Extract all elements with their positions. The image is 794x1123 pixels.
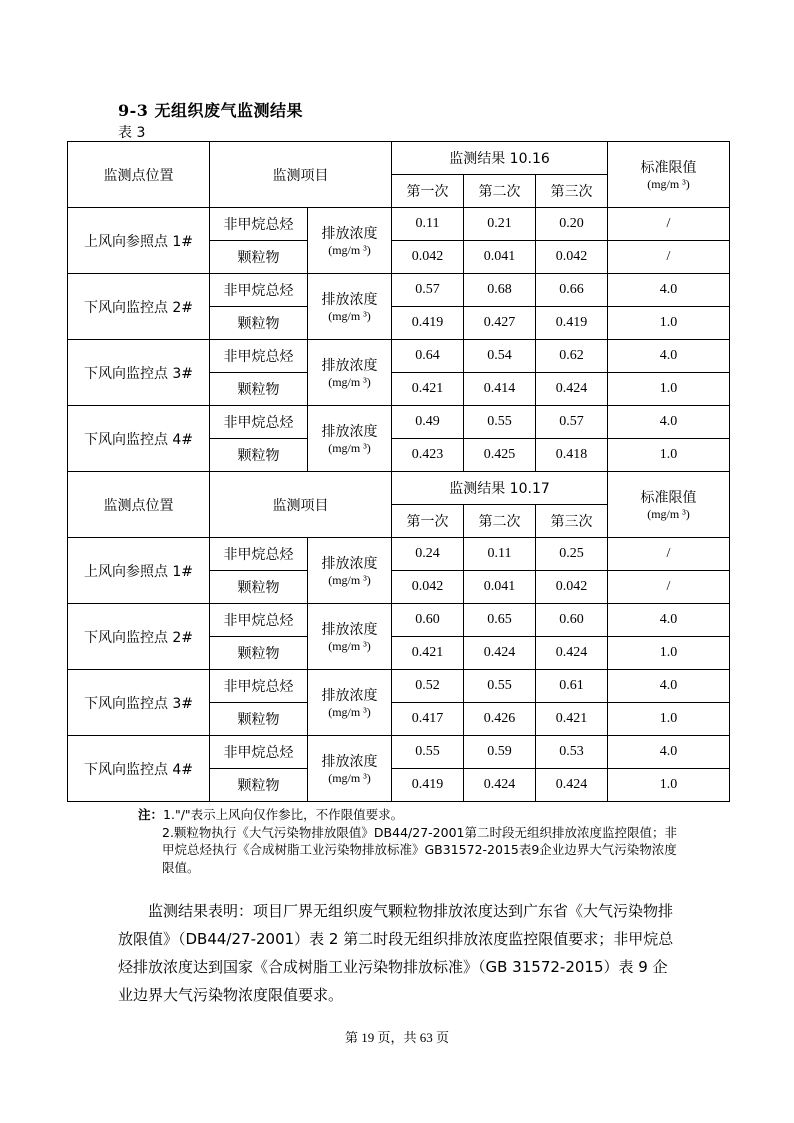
concentration-label-cell [308,670,392,736]
concentration-label-cell [308,538,392,604]
limit-value: 1.0 [608,769,730,802]
table-row [68,538,730,571]
concentration-label: 排放浓度 [321,358,378,374]
header-round: 第一次 [392,505,464,538]
pollutant-name: 非甲烷总烃 [210,340,308,373]
header-limit-unit: (mg/m ³) [647,507,690,521]
site-name: 下风向监控点 3# [68,670,210,736]
header-limit-label: 标准限值 [640,160,697,176]
site-name: 下风向监控点 4# [68,406,210,472]
header-round: 第二次 [464,175,536,208]
measured-value: 0.49 [392,406,464,439]
concentration-label: 排放浓度 [321,688,378,704]
measured-value: 0.66 [536,274,608,307]
header-round: 第三次 [536,505,608,538]
site-name: 下风向监控点 3# [68,340,210,406]
measured-value: 0.042 [392,571,464,604]
measured-value: 0.64 [392,340,464,373]
header-location: 监测点位置 [68,472,210,538]
measured-value: 0.60 [536,604,608,637]
concentration-label: 排放浓度 [321,292,378,308]
measured-value: 0.418 [536,439,608,472]
table-label: 表 3 [118,125,146,141]
measured-value: 0.55 [392,736,464,769]
concentration-unit: (mg/m ³) [328,771,371,785]
table-row [68,736,730,769]
limit-value: / [608,208,730,241]
measured-value: 0.419 [392,769,464,802]
pollutant-name: 非甲烷总烃 [210,604,308,637]
pollutant-name: 颗粒物 [210,307,308,340]
measured-value: 0.427 [464,307,536,340]
concentration-unit: (mg/m ³) [328,309,371,323]
measured-value: 0.11 [464,538,536,571]
measured-value: 0.424 [536,769,608,802]
header-limit [608,472,730,538]
header-item: 监测项目 [210,142,392,208]
concentration-label: 排放浓度 [321,622,378,638]
page-footer: 第 19 页，共 63 页 [344,1030,449,1045]
header-round: 第一次 [392,175,464,208]
header-round: 第三次 [536,175,608,208]
limit-value: 1.0 [608,637,730,670]
measured-value: 0.414 [464,373,536,406]
pollutant-name: 颗粒物 [210,241,308,274]
concentration-label-cell [308,406,392,472]
header-limit-label: 标准限值 [640,490,697,506]
limit-value: 4.0 [608,670,730,703]
limit-value: / [608,241,730,274]
pollutant-name: 颗粒物 [210,769,308,802]
table-row [68,340,730,373]
notes-label: 注： [138,807,164,822]
pollutant-name: 非甲烷总烃 [210,274,308,307]
pollutant-name: 非甲烷总烃 [210,736,308,769]
concentration-unit: (mg/m ³) [328,573,371,587]
measured-value: 0.60 [392,604,464,637]
limit-value: 1.0 [608,703,730,736]
measured-value: 0.421 [392,373,464,406]
concentration-label: 排放浓度 [321,556,378,572]
concentration-unit: (mg/m ³) [328,375,371,389]
measured-value: 0.21 [464,208,536,241]
limit-value: 4.0 [608,736,730,769]
measured-value: 0.424 [464,637,536,670]
measured-value: 0.20 [536,208,608,241]
pollutant-name: 非甲烷总烃 [210,208,308,241]
measured-value: 0.424 [536,373,608,406]
concentration-label: 排放浓度 [321,424,378,440]
section-heading: 9-3 无组织废气监测结果 [118,101,303,120]
concentration-label-cell [308,208,392,274]
measured-value: 0.59 [464,736,536,769]
pollutant-name: 颗粒物 [210,637,308,670]
table-row [68,406,730,439]
measured-value: 0.417 [392,703,464,736]
limit-value: 1.0 [608,307,730,340]
measured-value: 0.11 [392,208,464,241]
header-row [68,472,730,505]
header-item: 监测项目 [210,472,392,538]
limit-value: 1.0 [608,439,730,472]
limit-value: / [608,538,730,571]
header-round: 第二次 [464,505,536,538]
table-row [68,208,730,241]
limit-value: 4.0 [608,340,730,373]
header-location: 监测点位置 [68,142,210,208]
measured-value: 0.68 [464,274,536,307]
concentration-unit: (mg/m ³) [328,441,371,455]
concentration-unit: (mg/m ³) [328,639,371,653]
site-name: 上风向参照点 1# [68,208,210,274]
measured-value: 0.57 [392,274,464,307]
pollutant-name: 非甲烷总烃 [210,538,308,571]
measured-value: 0.24 [392,538,464,571]
measured-value: 0.53 [536,736,608,769]
limit-value: / [608,571,730,604]
measured-value: 0.52 [392,670,464,703]
concentration-label: 排放浓度 [321,226,378,242]
pollutant-name: 颗粒物 [210,439,308,472]
concentration-label-cell [308,340,392,406]
pollutant-name: 非甲烷总烃 [210,406,308,439]
limit-value: 4.0 [608,604,730,637]
measured-value: 0.423 [392,439,464,472]
measured-value: 0.042 [536,571,608,604]
table-row [68,604,730,637]
pollutant-name: 颗粒物 [210,703,308,736]
concentration-label-cell [308,604,392,670]
pollutant-name: 颗粒物 [210,373,308,406]
site-name: 上风向参照点 1# [68,538,210,604]
measured-value: 0.424 [464,769,536,802]
measured-value: 0.042 [392,241,464,274]
header-limit-unit: (mg/m ³) [647,177,690,191]
header-row [68,142,730,175]
measured-value: 0.55 [464,406,536,439]
concentration-label-cell [308,274,392,340]
monitoring-results-table [67,141,730,802]
table-row [68,670,730,703]
concentration-unit: (mg/m ³) [328,243,371,257]
site-name: 下风向监控点 2# [68,274,210,340]
limit-value: 1.0 [608,373,730,406]
concentration-label-cell [308,736,392,802]
header-results-title: 监测结果 10.17 [392,472,608,505]
measured-value: 0.62 [536,340,608,373]
pollutant-name: 非甲烷总烃 [210,670,308,703]
measured-value: 0.041 [464,241,536,274]
concentration-label: 排放浓度 [321,754,378,770]
measured-value: 0.419 [536,307,608,340]
limit-value: 4.0 [608,274,730,307]
measured-value: 0.54 [464,340,536,373]
measured-value: 0.421 [536,703,608,736]
table-notes [138,806,682,876]
measured-value: 0.424 [536,637,608,670]
concentration-unit: (mg/m ³) [328,705,371,719]
limit-value: 4.0 [608,406,730,439]
measured-value: 0.426 [464,703,536,736]
measured-value: 0.25 [536,538,608,571]
pollutant-name: 颗粒物 [210,571,308,604]
note-2: 2.颗粒物执行《大气污染物排放限值》DB44/27-2001第二时段无组织排放浓度监控限值；非甲烷总烃执行《合成树脂工业污染物排放标准》GB31572-2015表9企业边界大气污染物浓度限值。 [162,824,677,875]
conclusion-paragraph: 监测结果表明：项目厂界无组织废气颗粒物排放浓度达到广东省《大气污染物排放限值》（DB44/27-2001）表 2 第二时段无组织排放浓度监控限值要求；非甲烷总烃排放浓度达到国家《合成树脂工业污染物排放标准》（GB 31572-2015）表 9 企业边界大气污染物浓度限值要求。 [118,902,674,1004]
measured-value: 0.419 [392,307,464,340]
measured-value: 0.61 [536,670,608,703]
measured-value: 0.041 [464,571,536,604]
measured-value: 0.421 [392,637,464,670]
measured-value: 0.57 [536,406,608,439]
site-name: 下风向监控点 2# [68,604,210,670]
header-results-title: 监测结果 10.16 [392,142,608,175]
table-row [68,274,730,307]
measured-value: 0.425 [464,439,536,472]
measured-value: 0.042 [536,241,608,274]
site-name: 下风向监控点 4# [68,736,210,802]
note-1: 1."/"表示上风向仅作参比，不作限值要求。 [163,807,404,822]
measured-value: 0.65 [464,604,536,637]
header-limit [608,142,730,208]
measured-value: 0.55 [464,670,536,703]
